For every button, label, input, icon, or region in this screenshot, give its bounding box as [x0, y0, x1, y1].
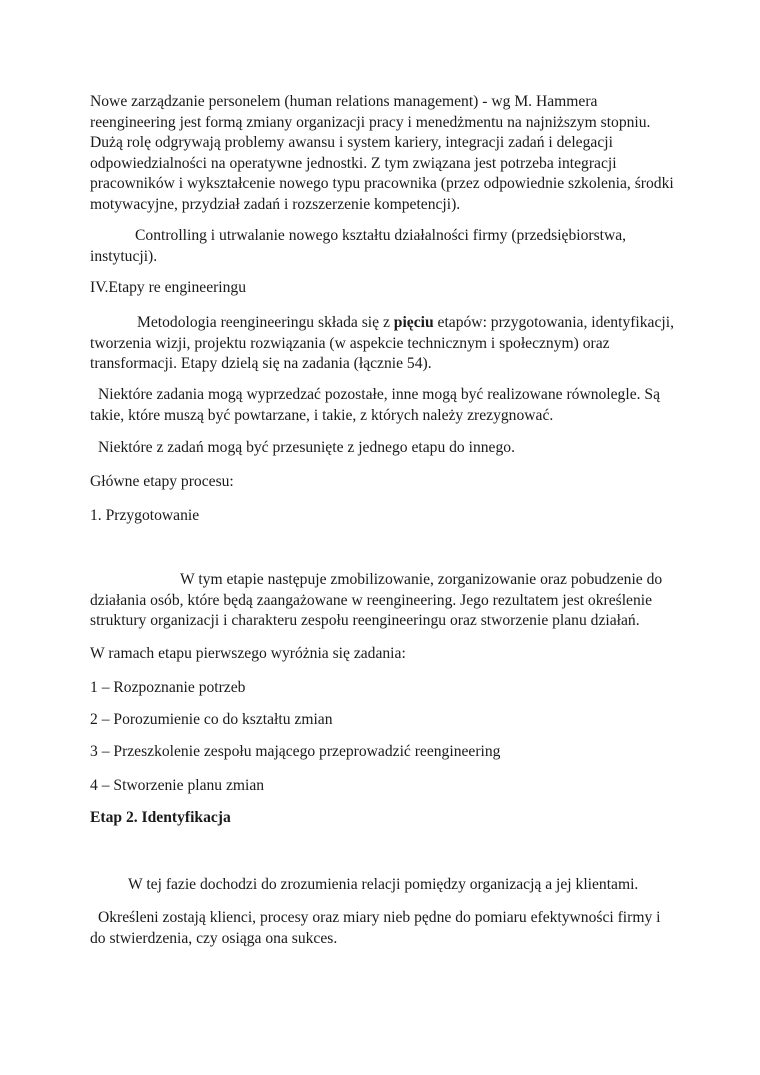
text-line: do stwierdzenia, czy osiąga ona sukces. — [90, 929, 338, 947]
paragraph-clients — [90, 908, 690, 949]
paragraph-stage1 — [90, 570, 690, 632]
paragraph-tasks-move: Niektóre z zadań mogą być przesunięte z jednego etapu do innego. — [98, 439, 515, 456]
text-line: reengineering jest formą zmiany organizacji pracy i menedżmentu na najniższym stopniu. — [90, 113, 651, 131]
paragraph-stage2: W tej fazie dochodzi do zrozumienia relacji pomiędzy organizacją a jej klientami. — [128, 876, 639, 893]
task-item: 1 – Rozpoznanie potrzeb — [90, 679, 246, 696]
text-line: W tym etapie następuje zmobilizowanie, zorganizowanie oraz pobudzenie do — [180, 571, 663, 588]
stage1-title: 1. Przygotowanie — [90, 507, 200, 524]
task-item: 3 – Przeszkolenie zespołu mającego przeprowadzić reengineering — [90, 743, 501, 760]
text-line — [90, 313, 690, 334]
paragraph-methodology — [90, 313, 690, 375]
text-line: transformacji. Etapy dzielą się na zadania (łącznie 54). — [90, 355, 432, 372]
text-line: Określeni zostają klienci, procesy oraz miary nieb pędne do pomiaru efektywności firmy i — [98, 909, 661, 926]
text-line: Controlling i utrwalanie nowego kształtu działalności firmy (przedsiębiorstwa, — [135, 227, 627, 244]
text-line: Dużą rolę odgrywają problemy awansu i system kariery, integracji zadań i delegacji — [90, 134, 613, 151]
text-line: Nowe zarządzanie personelem (human relations management) - wg M. Hammera — [90, 93, 598, 110]
bold-word: pięciu — [393, 314, 434, 331]
text-line: takie, które muszą być powtarzane, i takie, z których należy zrezygnować. — [90, 406, 554, 424]
task-item: 4 – Stworzenie planu zmian — [90, 777, 265, 794]
text-line: motywacyjne, przydział zadań i rozszerzenie kompetencji). — [90, 195, 461, 213]
text-line: działania osób, które będą zaangażowane w reengineering. Jego rezultatem jest określenie — [90, 591, 652, 609]
text-line: pracowników i wykształcenie nowego typu pracownika (przez odpowiednie szkolenia, środki — [90, 175, 674, 192]
paragraph-hr-management — [90, 92, 690, 215]
main-stages-label: Główne etapy procesu: — [90, 473, 234, 490]
section-heading: IV.Etapy re engineeringu — [90, 279, 247, 296]
text-fragment: etapów: przygotowania, identyfikacji, — [433, 314, 674, 331]
text-line: odpowiedzialności na operatywne jednostki. Z tym związana jest potrzeba integracji — [90, 154, 617, 172]
task-item: 2 – Porozumienie co do kształtu zmian — [90, 711, 333, 728]
text-line: instytucji). — [90, 247, 158, 265]
stage2-title: Etap 2. Identyfikacja — [90, 809, 231, 826]
paragraph-tasks-order — [90, 385, 690, 426]
tasks-intro: W ramach etapu pierwszego wyróżnia się zadania: — [90, 645, 406, 662]
text-line: Niektóre zadania mogą wyprzedzać pozostałe, inne mogą być realizowane równolegle. Są — [98, 386, 660, 403]
text-line: tworzenia wizji, projektu rozwiązania (w aspekcie technicznym i społecznym) oraz — [90, 334, 610, 352]
text-fragment: Metodologia reengineeringu składa się z — [137, 314, 394, 331]
paragraph-controlling — [90, 226, 690, 267]
text-line: struktury organizacji i charakteru zespołu reengineeringu oraz stworzenie planu działań. — [90, 612, 640, 629]
